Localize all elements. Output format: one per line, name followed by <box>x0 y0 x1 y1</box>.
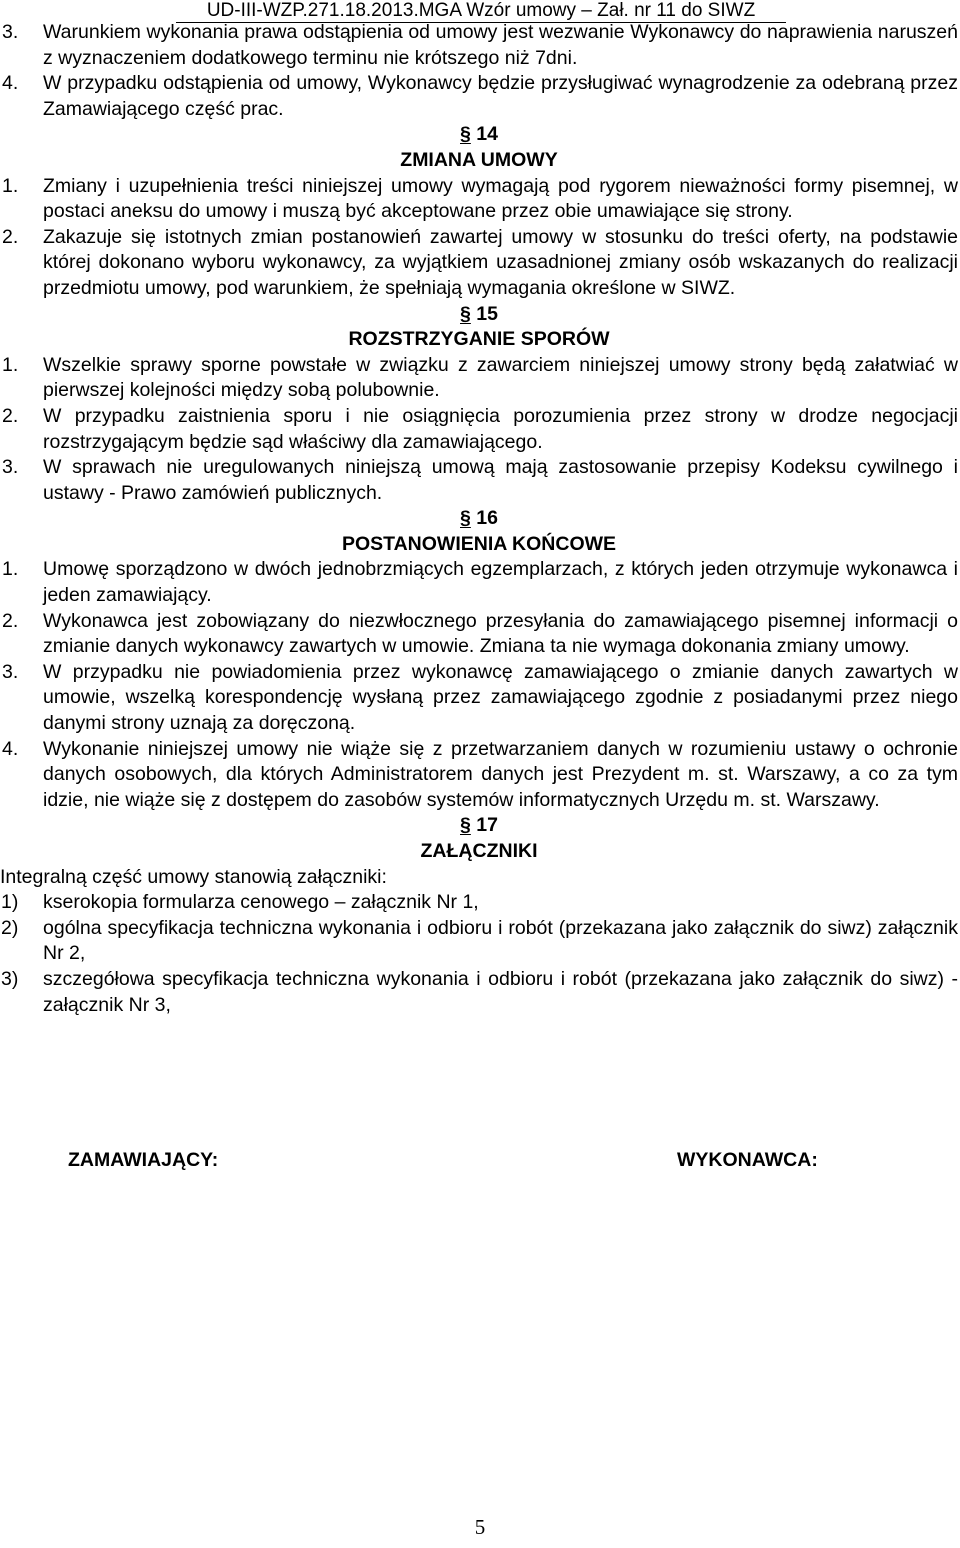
page-header <box>0 0 960 20</box>
paragraph-symbol: § <box>460 814 471 837</box>
item-text: Wykonanie niniejszej umowy nie wiąże się z przetwarzaniem danych w rozumieniu ustawy o ochronie danych osobowych, dla których Administratorem danych jest Prezydent m. st. Warszawy, a co za tym idzie, nie wiąże się z dostępem do zasobów systemów informatycznych Urzędu m. st. Warszawy. <box>43 737 958 811</box>
list-item <box>0 916 958 967</box>
item-text: Umowę sporządzono w dwóch jednobrzmiących egzemplarzach, z których jeden otrzymuje wykonawca i jeden zamawiający. <box>43 558 958 607</box>
item-text: W przypadku odstąpienia od umowy, Wykonawcy będzie przysługiwać wynagrodzenie za odebraną przez Zamawiającego część prac. <box>43 72 958 120</box>
section-number-value: 17 <box>476 814 498 837</box>
list-item <box>0 890 958 916</box>
list-item <box>0 557 958 608</box>
paragraph-symbol: § <box>460 302 471 325</box>
list-item <box>0 967 958 1018</box>
list-item <box>0 20 958 71</box>
item-number: 1. <box>2 558 19 581</box>
section-number <box>0 506 958 532</box>
item-number: 1. <box>2 353 19 376</box>
list-item <box>0 225 958 302</box>
item-text: szczegółowa specyfikacja techniczna wykonania i odbioru i robót (przekazana jako załącznik do siwz) - załącznik Nr 3, <box>43 967 958 1016</box>
item-text: W sprawach nie uregulowanych niniejszą umową mają zastosowanie przepisy Kodeksu cywilnego i ustawy - Prawo zamówień publicznych. <box>43 456 958 504</box>
list-item <box>0 455 958 506</box>
item-text: Zakazuje się istotnych zmian postanowień zawartej umowy w stosunku do treści oferty, na podstawie której dokonano wyboru wykonawcy, za wyjątkiem uzasadnionej zmiany osób wskazanych do realizacji przedmiotu umowy, pod warunkiem, że spełniają wymagania określone w SIWZ. <box>43 225 958 299</box>
header-text: UD-III-WZP.271.18.2013.MGA Wzór umowy – Zał. nr 11 do SIWZ <box>176 0 786 23</box>
item-number: 3. <box>2 660 19 683</box>
list-item <box>0 609 958 660</box>
list-item <box>0 71 958 122</box>
section-title: ROZSTRZYGANIE SPORÓW <box>348 328 610 351</box>
section-title: POSTANOWIENIA KOŃCOWE <box>341 532 617 555</box>
section-number-value: 14 <box>476 123 498 146</box>
section-title: ZMIANA UMOWY <box>400 148 558 171</box>
section-number-value: 15 <box>476 302 498 325</box>
item-text: Wykonawca jest zobowiązany do niezwłocznego przesyłania do zamawiającego pisemnej informacji o zmianie danych wykonawcy zawartych w umowie. Zmiana ta nie wymaga dokonania zmiany umowy. <box>43 609 958 658</box>
item-text: W przypadku zaistnienia sporu i nie osiągnięcia porozumienia przez strony w drodze negocjacji rozstrzygającym będzie sąd właściwy dla zamawiającego. <box>43 404 958 453</box>
section-title: ZAŁĄCZNIKI <box>420 840 538 862</box>
document-body <box>0 20 958 1018</box>
section-number <box>0 302 958 328</box>
item-number: 3. <box>2 456 19 479</box>
item-text: ogólna specyfikacja techniczna wykonania i odbioru i robót (przekazana jako załącznik do siwz) załącznik Nr 2, <box>43 916 958 965</box>
section-number-value: 16 <box>476 507 498 530</box>
item-text: W przypadku nie powiadomienia przez wykonawcę zamawiającego o zmianie danych zawartych w umowie, wszelką korespondencję wysłaną przez zamawiającego zgodnie z posiadanymi przez niego danymi strony uznają za doręczoną. <box>43 660 958 735</box>
item-text: Zmiany i uzupełnienia treści niniejszej umowy wymagają pod rygorem nieważności formy pisemnej, w postaci aneksu do umowy i muszą być akceptowane przez obie umawiające się strony. <box>43 174 958 223</box>
item-number: 4. <box>2 72 19 95</box>
list-item <box>0 737 958 814</box>
item-number: 1. <box>2 174 19 197</box>
list-item <box>0 660 958 737</box>
paragraph-symbol: § <box>460 123 471 146</box>
section-number <box>0 122 958 148</box>
item-text: Wszelkie sprawy sporne powstałe w związku z zawarciem niniejszej umowy strony będą załatwiać w pierwszej kolejności między sobą polubownie. <box>43 353 958 402</box>
attachments-lead: Integralną część umowy stanowią załączniki: <box>0 865 387 888</box>
item-number: 2. <box>2 404 19 427</box>
item-number: 2. <box>2 225 19 248</box>
item-number: 2) <box>1 916 19 939</box>
item-text: Warunkiem wykonania prawa odstąpienia od umowy jest wezwanie Wykonawcy do naprawienia naruszeń z wyznaczeniem dodatkowego terminu nie krótszego niż 7dni. <box>43 21 958 69</box>
list-item <box>0 353 958 404</box>
section-number <box>0 813 958 839</box>
page-number: 5 <box>474 1515 486 1539</box>
item-number: 2. <box>2 609 19 632</box>
paragraph-symbol: § <box>460 507 471 530</box>
signature-contractor: WYKONAWCA: <box>677 1149 818 1171</box>
item-number: 3) <box>1 967 19 990</box>
signature-employer: ZAMAWIAJĄCY: <box>68 1149 219 1171</box>
item-number: 3. <box>2 21 19 43</box>
list-item <box>0 174 958 225</box>
item-number: 1) <box>1 891 19 914</box>
list-item <box>0 404 958 455</box>
item-number: 4. <box>2 737 19 760</box>
item-text: kserokopia formularza cenowego – załącznik Nr 1, <box>43 891 479 914</box>
